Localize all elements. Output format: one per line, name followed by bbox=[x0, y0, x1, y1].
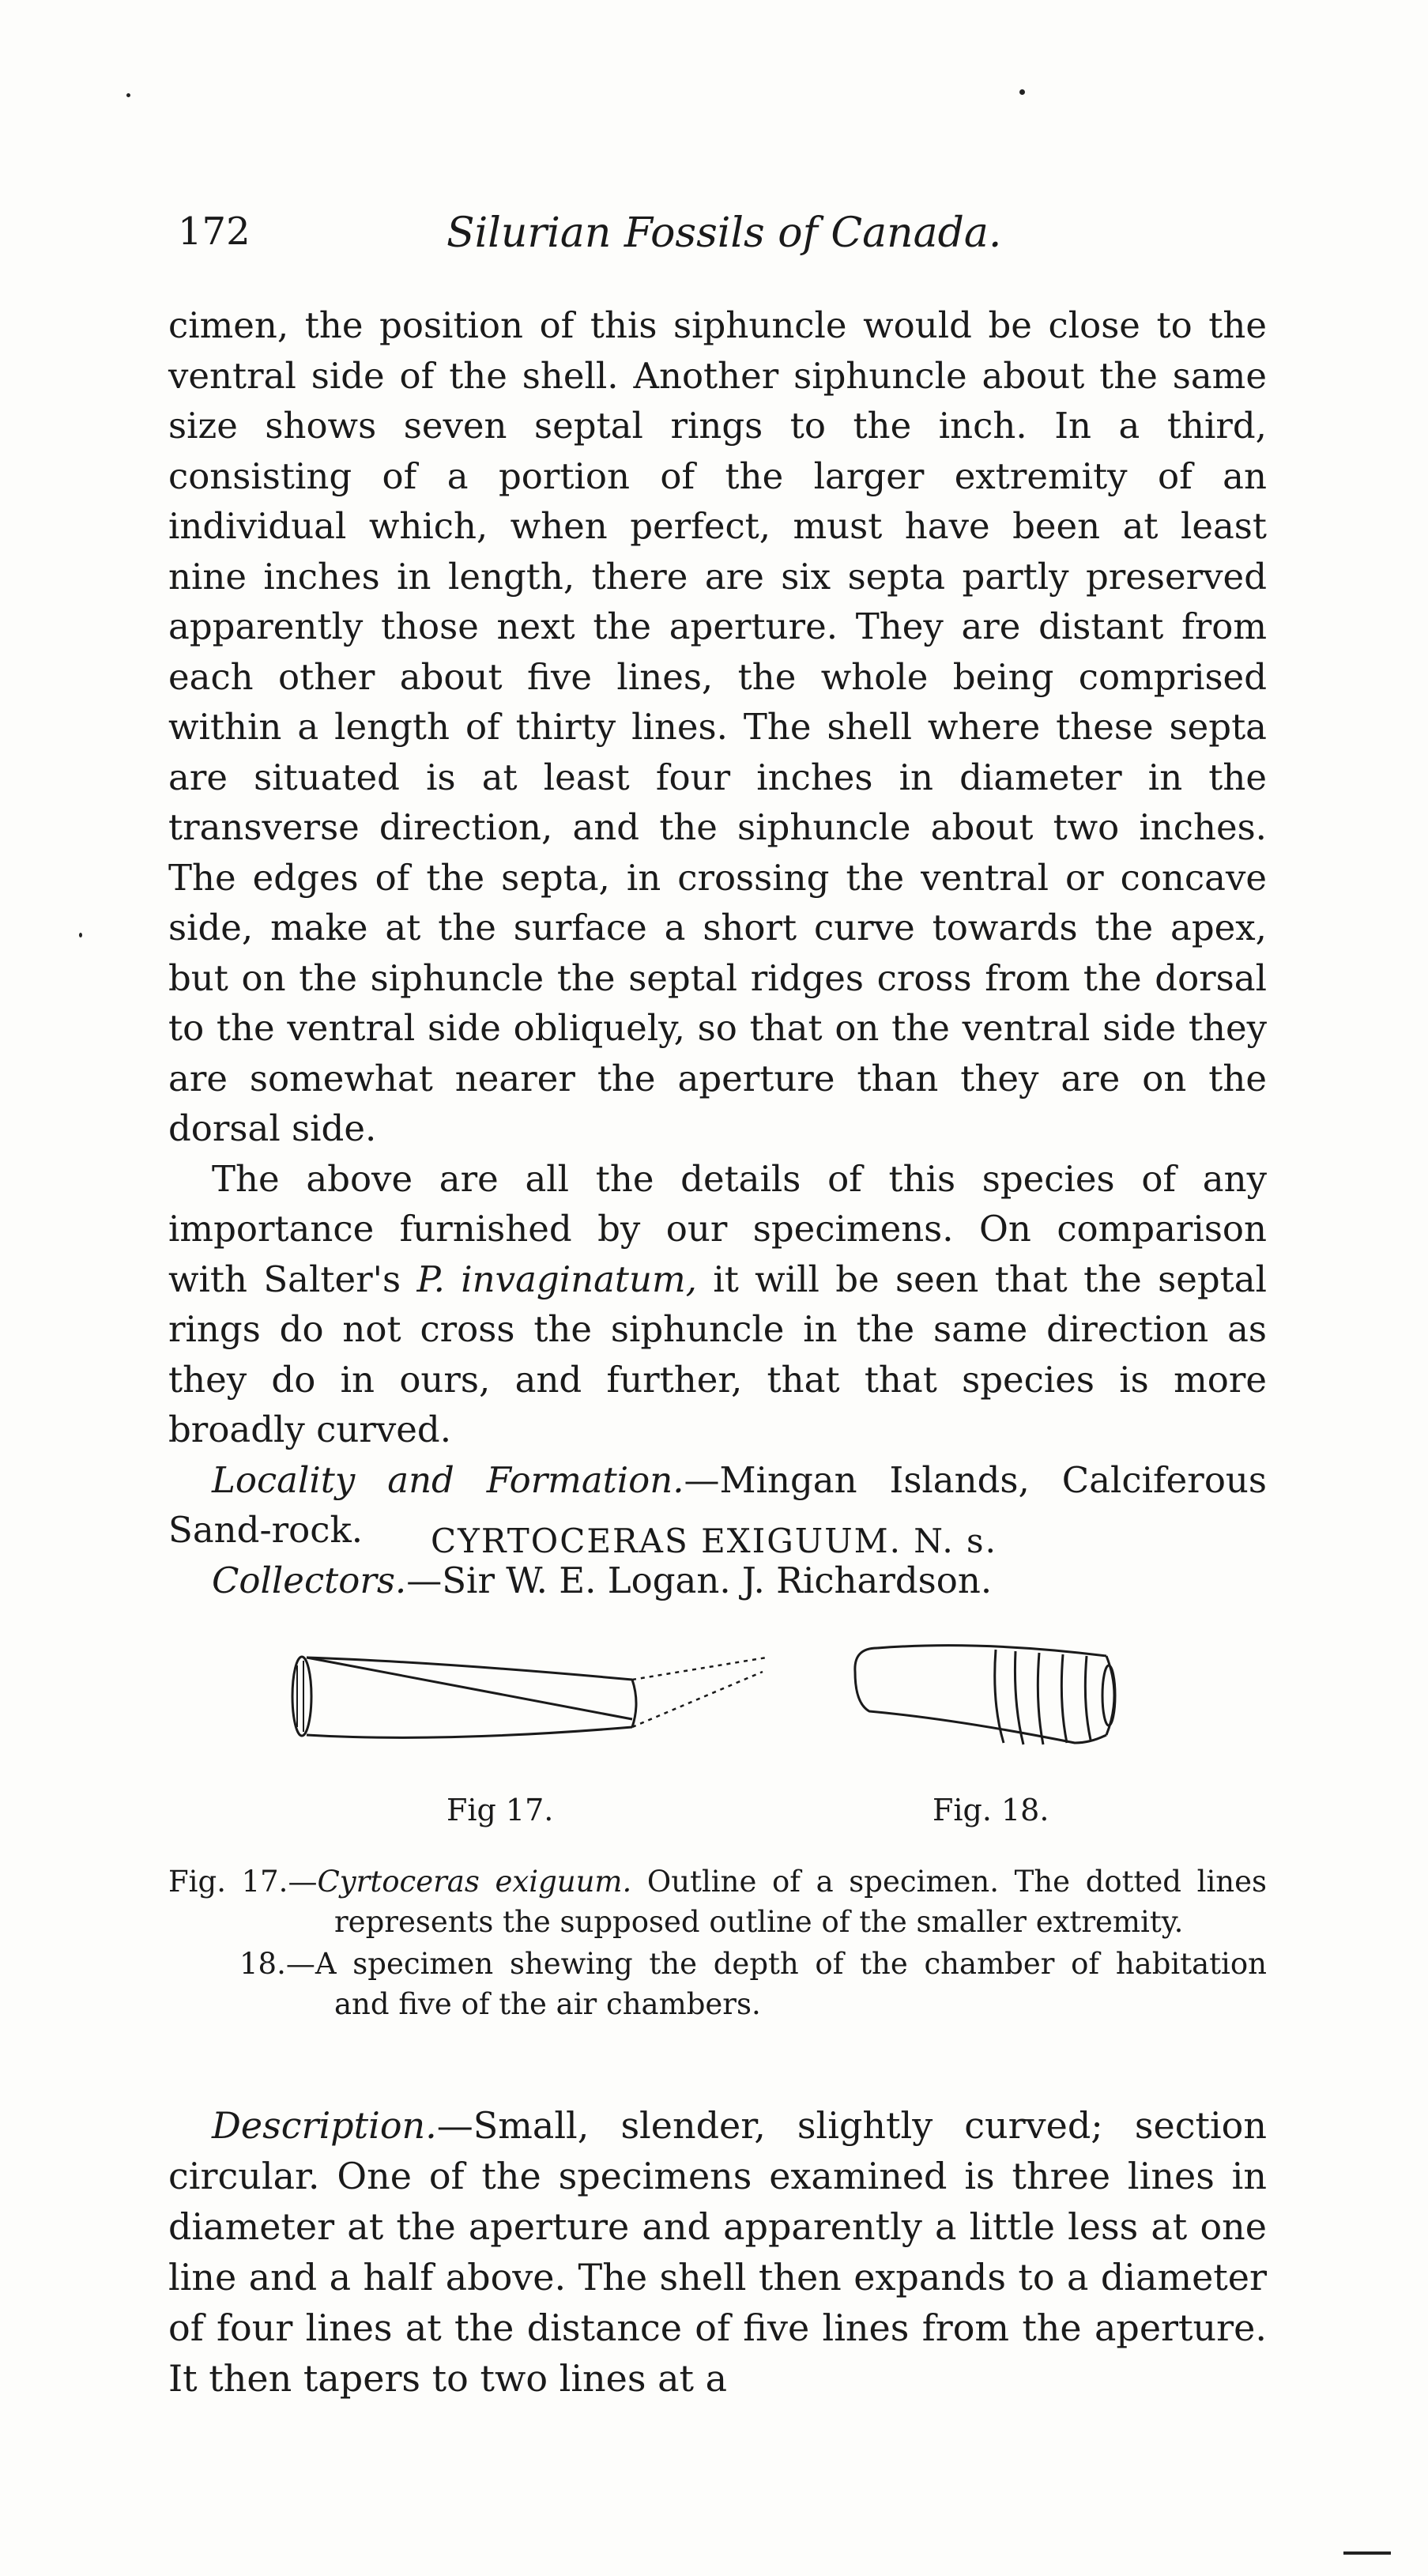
description-text: —Small, slender, slightly curved; section circular. One of the specimens examined is three lines in diameter at the aperture and apparently a little less at one line and a half above. The shell then expands to a diameter of four lines at the distance of five lines from the aperture. It then tapers to two lines at a bbox=[168, 2104, 1267, 2400]
caption-fig18: 18.—A specimen shewing the depth of the chamber of habitation and five of the air chambers. bbox=[239, 1947, 1267, 2021]
fig17-drawing bbox=[292, 1657, 767, 1737]
scan-speck bbox=[79, 933, 82, 937]
collectors-label: Collectors. bbox=[212, 1559, 407, 1601]
figures-illustration bbox=[284, 1624, 1185, 1767]
paragraph-description bbox=[168, 2100, 1267, 2404]
species-name-italic: P. invaginatum, bbox=[416, 1258, 697, 1300]
description-label: Description. bbox=[212, 2104, 437, 2147]
figure-captions bbox=[168, 1861, 1267, 2024]
fig17-label: Fig 17. bbox=[446, 1793, 554, 1827]
page-header bbox=[178, 209, 1260, 273]
paragraph-siphuncle-details: cimen, the position of this siphuncle would be close to the ventral side of the shell. Another siphuncle about the same size shows seven septal rings to the inch. In a third, consisting of a portion of the larger extremity of an individual which, when perfect, must have been at least nine inches in length, there are six septa partly preserved apparently those next the aperture. They are distant from each other about five lines, the whole being comprised within a length of thirty lines. The shell where these septa are situated is at least four inches in diameter in the transverse direction, and the siphuncle about two inches. The edges of the septa, in crossing the ventral or concave side, make at the surface a short curve towards the apex, but on the siphuncle the septal ridges cross from the dorsal to the ventral side obliquely, so that on the ventral side they are somewhat nearer the aperture than they are on the dorsal side. bbox=[168, 304, 1267, 1149]
collectors-text: —Sir W. E. Logan. J. Richardson. bbox=[406, 1559, 993, 1601]
locality-label: Locality and Formation. bbox=[212, 1458, 684, 1501]
description-section bbox=[168, 2100, 1267, 2404]
body-section-continuation bbox=[168, 300, 1267, 1605]
paragraph-comparison: The above are all the details of this species of any importance furnished by our specimens. On comparison with Salter's P. invaginatum, it will be seen that the septal rings do not cross the siphuncle in the same direction as they do in ours, and further, that that species is more broadly curved. bbox=[168, 1157, 1267, 1450]
fig18-label: Fig. 18. bbox=[933, 1793, 1049, 1827]
running-title: Silurian Fossils of Canada. bbox=[446, 209, 1002, 257]
page-number: 172 bbox=[178, 209, 251, 254]
caption-fig17: Fig. 17.—Cyrtoceras exiguum. Outline of a specimen. The dotted lines represents the supposed outline of the smaller extremity. bbox=[168, 1865, 1268, 1939]
scan-speck bbox=[1343, 2551, 1391, 2555]
locality-text: —Mingan Islands, Calciferous Sand-rock. bbox=[168, 1458, 1267, 1551]
scan-speck bbox=[126, 93, 130, 97]
scan-speck bbox=[1019, 89, 1025, 95]
fig18-drawing bbox=[855, 1646, 1115, 1744]
caption-species-italic: Cyrtoceras exiguum. bbox=[317, 1865, 632, 1899]
species-heading: CYRTOCERAS EXIGUUM. N. s. bbox=[431, 1522, 997, 1560]
paragraph-collectors bbox=[168, 1556, 1267, 1606]
